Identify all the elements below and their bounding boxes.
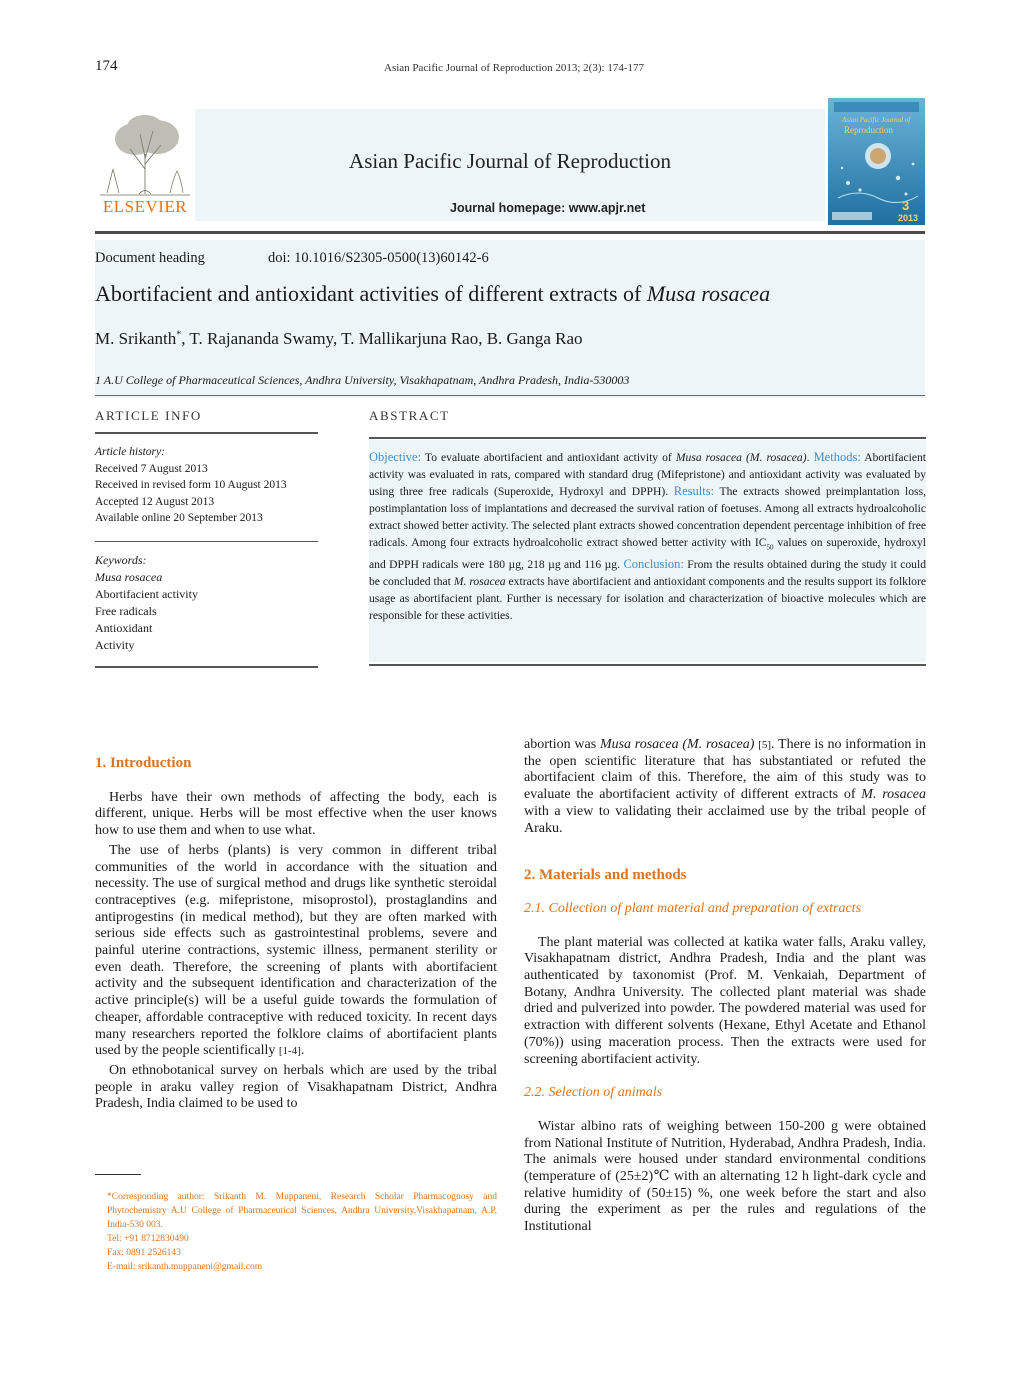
keywords-label: Keywords: [95, 552, 147, 567]
intro-continued-a: abortion was [524, 737, 600, 752]
conclusion-text-end: extracts have abortifacient and antioxidant components and the results support its folklore usage as abortifacient plant. Further is necessary for isolation and characterization of bioactive molecules which are responsible for these activities. [369, 575, 926, 623]
footnote-tel: Tel: +91 8712830490 [107, 1234, 189, 1244]
citation[interactable]: [1-4] [278, 1045, 301, 1058]
article-info-heading: ARTICLE INFO [95, 408, 202, 423]
keywords-rule [95, 541, 318, 542]
page-number: 174 [95, 58, 118, 74]
keyword-item: Activity [95, 637, 135, 652]
intro-paragraph-2-text: The use of herbs (plants) is very common in different tribal communities of the world in accordance with the situation and necessity. The use of surgical method and drugs like synthetic steroidal contraceptives (e.g. mifepristone, misoprostol), prostaglandins and antiprogestins (in medical method), but they are often marked with serious side effects such as gastrointestinal problems, severe and painful uterine contractions, systemic illness, permanent sterility or even death. Therefore, the screening of plants with abortifacient activity and the subsequent identification and characterization of the active principle(s) will be a useful guide towards the formulation of cheaper, affordable contraceptive with reduced toxicity. In recent days many researchers reported the folklore claims of abortifacient plants used by the people scientifically [95, 842, 497, 1059]
subsection-heading-2-1: 2.1. Collection of plant material and preparation of extracts [524, 900, 862, 916]
paragraph-2-2: Wistar albino rats of weighing between 150-200 g were obtained from National Institute of Nutrition, Hyderabad, Andhra Pradesh, India. The animals were housed under standard environmental conditions (temperature of (25±2)℃ with an alternating 12 h light-dark cycle and relative humidity of (50±15) %, one week before the start and also during the experiment as per the rules and regulations of the Institutional [524, 1118, 927, 1235]
banner-title-panel [195, 109, 825, 221]
article-info [95, 408, 318, 654]
body-column-right [524, 737, 926, 1236]
methods-label: Methods: [813, 450, 861, 464]
section-heading-introduction: 1. Introduction [95, 755, 192, 771]
elsevier-wordmark: ELSEVIER [102, 197, 188, 216]
history-label: Article history: [95, 446, 165, 458]
methods-text: Abortifacient activity was evaluated in rats, compared with standard drug (Mifepristone) and antioxidant activity was evaluated by using three free radicals (Superoxide, Hydroxyl and DPPH). [369, 451, 927, 498]
results-text-end: values on superoxide, hydroxyl and DPPH radicals were 180 µg, 218 µg and 116 µg. [369, 536, 926, 572]
intro-continued-b: . There is no information in the open scientific literature that has substantiated or refuted the abortifacient claim of this. Therefore, the aim of this study was to evaluate the abortifacient activity of different extracts of [524, 737, 926, 803]
affiliation-rule [95, 395, 925, 396]
abstract-rule [369, 437, 926, 439]
history-online: Available online 20 September 2013 [95, 512, 263, 524]
keyword-item: Musa rosacea [95, 569, 163, 584]
keywords [95, 552, 318, 654]
intro-paragraph-3: On ethnobotanical survey on herbals which are used by the tribal people in araku valley region of Visakhapatnam District, Andhra Pradesh, India claimed to be used to [95, 1062, 497, 1112]
conclusion-species: M. rosacea [453, 575, 506, 589]
history-revised: Received in revised form 10 August 2013 [95, 479, 287, 491]
article-info-bottom-rule [95, 666, 318, 668]
paragraph-2-1: The plant material was collected at katika water falls, Araku valley, Visakhapatnam district, Andhra Pradesh, India and the plant was authenticated by taxonomist (Prof. M. Venkaiah, Department of Botany, Andhra University. The collected plant material was shade dried and pulverized into powder. The powdered material was used for extraction with different solvents (Hexane, Ethyl Acetate and Ethanol (70%)) using maceration process. Then the extracts were used for screening abortifacient activity. [524, 934, 926, 1067]
journal-cover-image [828, 98, 925, 225]
author-1: M. Srikanth [95, 329, 177, 348]
objective-species: Musa rosacea (M. rosacea) [675, 451, 807, 464]
footnote-rule [95, 1174, 141, 1175]
history-accepted: Accepted 12 August 2013 [95, 495, 215, 508]
conclusion-text: From the results obtained during the study it could be concluded that [369, 558, 926, 589]
intro-continued-c: with a view to validating their acclaimed use by the tribal people of Araku. [524, 803, 926, 836]
article-history [95, 444, 318, 527]
journal-title: Asian Pacific Journal of Reproduction [349, 149, 671, 173]
results-text: The extracts showed preimplantation loss, postimplantation loss of implantations and decreased the survival ration of foetuses. Among all extracts hydroalcoholic extract showed better activity. The selected plant extracts showed concentration dependent percentage inhibition of free radicals. Among four extracts hydroalcoholic extract showed better activity with IC [369, 485, 926, 549]
abstract-text [369, 449, 926, 624]
abstract-bottom-rule [369, 664, 926, 666]
abstract-heading: ABSTRACT [369, 408, 450, 423]
authors [95, 329, 583, 349]
results-label: Results: [673, 484, 715, 498]
species-name: M. rosacea [861, 787, 926, 803]
citation[interactable]: [5] [758, 739, 772, 751]
affiliation: 1 A.U College of Pharmaceutical Sciences, Andhra University, Visakhapatnam, Andhra Pradesh, India-530003 [95, 373, 630, 387]
subsection-heading-2-2: 2.2. Selection of animals [524, 1085, 663, 1101]
intro-continued [524, 737, 926, 837]
journal-homepage[interactable]: Journal homepage: www.apjr.net [450, 201, 646, 215]
ic50-subscript: 50 [766, 543, 774, 552]
footnote-fax: Fax: 0891 2526143 [107, 1248, 181, 1258]
intro-paragraph-1: Herbs have their own methods of affecting the body, each is different, unique. Herbs will be most effective when the user knows how to use them and when to use what. [95, 789, 497, 839]
authors-rest: , T. Rajananda Swamy, T. Mallikarjuna Rao, B. Ganga Rao [181, 329, 583, 348]
header-rule [95, 231, 925, 234]
cover-year: 2013 [898, 213, 919, 223]
cover-title-line-1: Asian Pacific Journal of [842, 116, 911, 124]
objective-label: Objective: [369, 450, 422, 464]
section-heading-methods: 2. Materials and methods [524, 867, 687, 884]
footnote [95, 1190, 497, 1274]
keyword-item: Abortifacient activity [95, 586, 198, 601]
objective-text: To evaluate abortifacient and antioxidant activity of [421, 451, 676, 464]
running-head: Asian Pacific Journal of Reproduction 2013; 2(3): 174-177 [384, 62, 644, 74]
corresponding-mark: * [176, 329, 182, 341]
intro-paragraph-2-end: . [300, 1043, 305, 1059]
history-received: Received 7 August 2013 [95, 462, 208, 475]
cover-issue-number: 3 [902, 198, 910, 213]
article-title-main: Abortifacient and antioxidant activities of different extracts of [95, 281, 647, 306]
article-info-rule [95, 432, 318, 434]
document-heading: Document heading [95, 250, 205, 266]
objective-end: . [806, 451, 814, 464]
species-name: Musa rosacea (M. rosacea) [599, 737, 755, 752]
article-title-species: Musa rosacea [646, 281, 771, 306]
article-title [95, 281, 770, 307]
corresponding-author: *Corresponding author: Srikanth M. Muppaneni, Research Scholar Pharmacognosy and Phytochemistry A.U College of Pharmaceutical Sciences, Andhra University,Visakhapatnam, A.P, India-530 003. [107, 1192, 497, 1230]
intro-paragraph-2 [95, 843, 497, 1060]
footnote-email[interactable]: E-mail: srikanth.muppaneni@gmail.com [107, 1262, 263, 1272]
conclusion-label: Conclusion: [623, 557, 684, 572]
abstract-header [369, 408, 926, 424]
doi[interactable]: doi: 10.1016/S2305-0500(13)60142-6 [268, 250, 489, 266]
keyword-item: Free radicals [95, 603, 157, 618]
keyword-item: Antioxidant [95, 620, 153, 635]
body-column-left [95, 755, 497, 1113]
journal-banner [95, 105, 925, 223]
cover-title-line-2: Reproduction [844, 125, 893, 135]
